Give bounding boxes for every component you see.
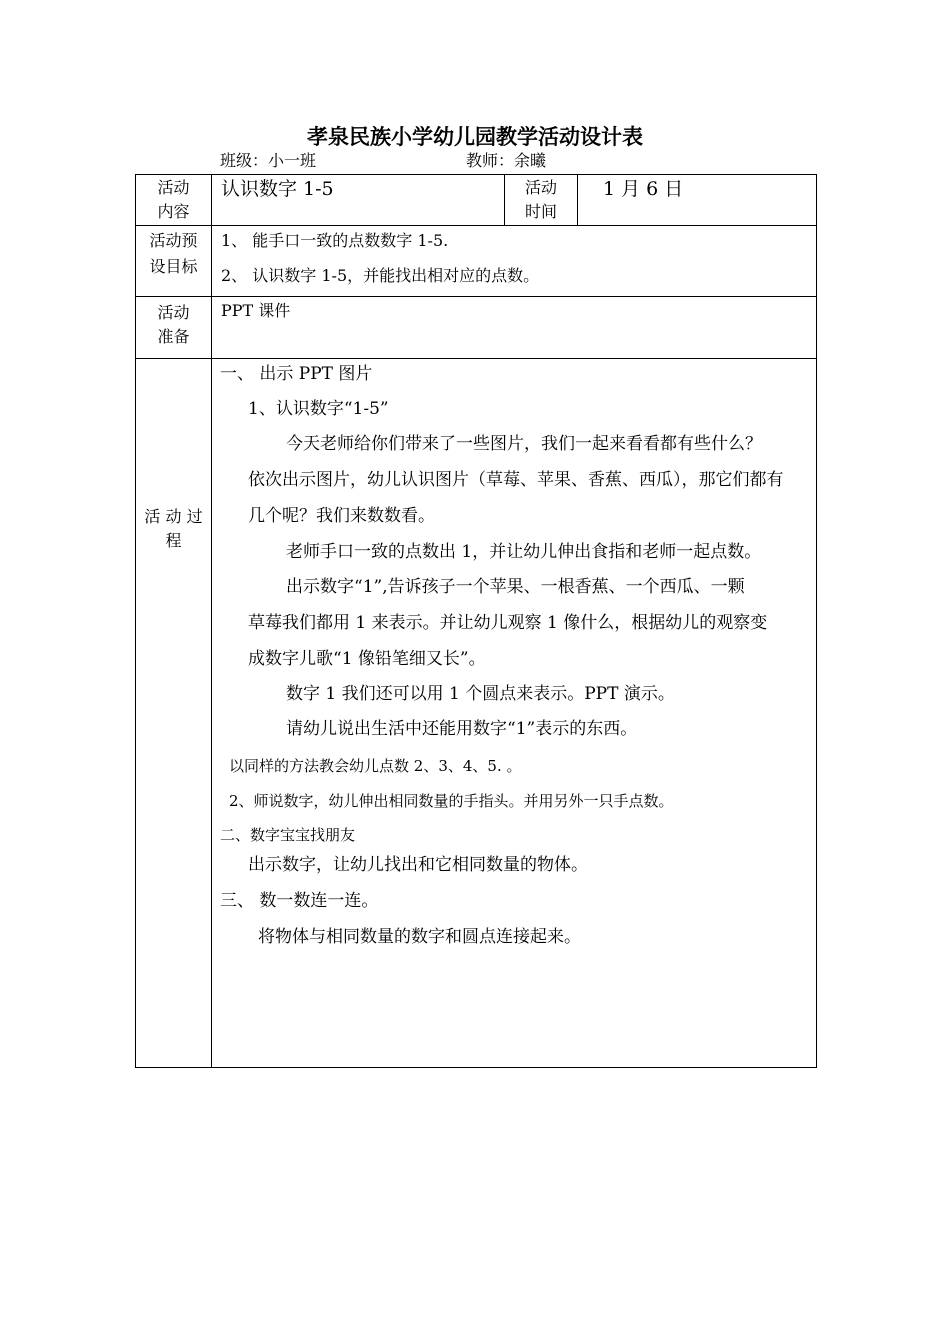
goal-item: 2、 认识数字 1-5，并能找出相对应的点数。 xyxy=(221,266,540,285)
goals-label-cell xyxy=(136,226,212,297)
activity-design-table xyxy=(135,174,817,1068)
class-label: 班级：小一班 xyxy=(220,151,317,170)
process-label-char: 动 xyxy=(165,507,182,526)
content-label-line-2: 内容 xyxy=(157,202,190,221)
content-value: 认识数字 1-5 xyxy=(221,178,334,200)
content-label-line-1: 活动 xyxy=(157,178,190,197)
process-cell xyxy=(212,359,817,1068)
process-line: 数字 1 我们还可以用 1 个圆点来表示。PPT 演示。 xyxy=(286,684,675,704)
process-line: 几个呢？我们来数数看。 xyxy=(248,506,435,526)
prep-label-line-1: 活动 xyxy=(157,303,190,322)
process-line: 成数字儿歌“1 像铅笔细又长”。 xyxy=(248,649,486,669)
process-line: 今天老师给你们带来了一些图片，我们一起来看看都有些什么？ xyxy=(286,434,762,454)
teacher-label: 教师：余曦 xyxy=(466,151,547,170)
process-line: 老师手口一致的点数出 1，并让幼儿伸出食指和老师一起点数。 xyxy=(286,542,762,562)
process-line: 草莓我们都用 1 来表示。并让幼儿观察 1 像什么，根据幼儿的观察变 xyxy=(248,613,768,633)
goal-item: 1、 能手口一致的点数数字 1-5. xyxy=(221,231,449,250)
process-subheading: 1、认识数字“1-5” xyxy=(248,399,389,419)
process-heading-1: 一、 出示 PPT 图片 xyxy=(220,364,373,384)
process-line: 依次出示图片，幼儿认识图片（草莓、苹果、香蕉、西瓜），那它们都有 xyxy=(248,470,784,490)
process-subheading: 2、师说数字，幼儿伸出相同数量的手指头。并用另外一只手点数。 xyxy=(229,792,674,810)
goals-row xyxy=(136,226,817,297)
process-line: 以同样的方法教会幼儿点数 2、3、4、5. 。 xyxy=(229,757,522,775)
content-row xyxy=(136,175,817,226)
prep-value: PPT 课件 xyxy=(221,301,291,320)
time-label-cell xyxy=(505,175,578,226)
process-line: 出示数字，让幼儿找出和它相同数量的物体。 xyxy=(248,855,588,875)
process-line: 出示数字“1”,告诉孩子一个苹果、一根香蕉、一个西瓜、一颗 xyxy=(286,577,745,597)
time-label-line-2: 时间 xyxy=(524,202,557,221)
time-value-cell xyxy=(578,175,817,226)
prep-row xyxy=(136,297,817,359)
prep-label-line-2: 准备 xyxy=(157,327,190,346)
process-row xyxy=(136,359,817,1068)
document-title: 孝泉民族小学幼儿园教学活动设计表 xyxy=(307,124,643,149)
process-label-char: 程 xyxy=(165,531,182,550)
content-label-cell xyxy=(136,175,212,226)
prep-label-cell xyxy=(136,297,212,359)
time-label-line-1: 活动 xyxy=(524,178,557,197)
process-label-char: 活 xyxy=(144,507,161,526)
prep-cell xyxy=(212,297,817,359)
goals-label-line-2: 设目标 xyxy=(149,257,198,276)
process-heading-3: 三、 数一数连一连。 xyxy=(220,891,379,911)
process-label-cell xyxy=(136,359,212,1068)
goals-cell xyxy=(212,226,817,297)
goals-label-line-1: 活动预 xyxy=(149,231,198,250)
process-heading-2: 二、数字宝宝找朋友 xyxy=(220,826,356,844)
content-value-cell xyxy=(212,175,505,226)
time-value: 1 月 6 日 xyxy=(603,178,684,200)
process-line: 请幼儿说出生活中还能用数字“1”表示的东西。 xyxy=(286,719,638,739)
process-line: 将物体与相同数量的数字和圆点连接起来。 xyxy=(258,927,581,947)
process-label-char: 过 xyxy=(186,507,203,526)
